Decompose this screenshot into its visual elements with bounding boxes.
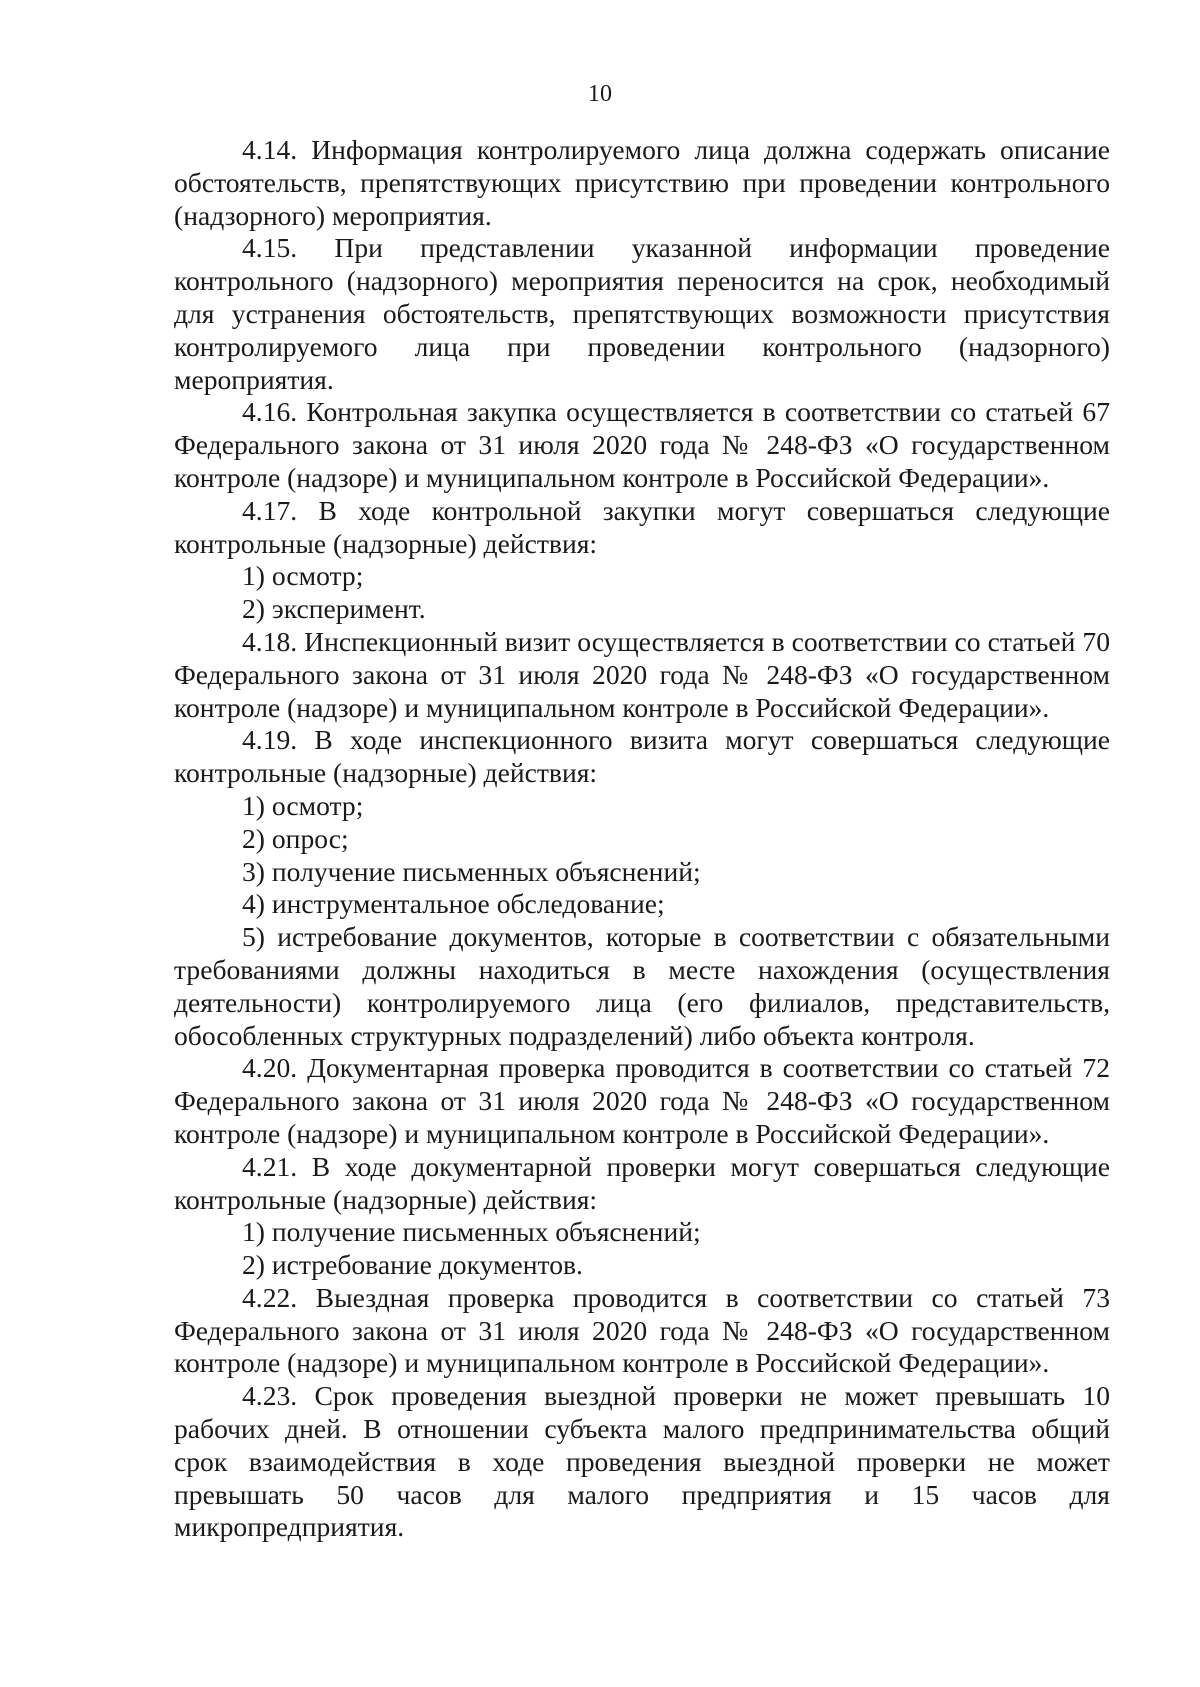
paragraph-4-23: 4.23. Срок проведения выездной проверки не может превышать 10 рабочих дней. В отношении субъекта малого предпринимательства общий срок взаимодействия в ходе проведения выездной проверки не может превышать 50 часов для малого предприятия и 15 часов для микропредприятия. bbox=[174, 1380, 1110, 1543]
paragraph-4-16: 4.16. Контрольная закупка осуществляется в соответствии со статьей 67 Федерального закона от 31 июля 2020 года № 248-ФЗ «О государственном контроле (надзоре) и муниципальном контроле в Российской Федерации». bbox=[174, 396, 1110, 493]
paragraph-4-22: 4.22. Выездная проверка проводится в соответствии со статьей 73 Федерального закона от 31 июля 2020 года № 248-ФЗ «О государственном контроле (надзоре) и муниципальном контроле в Российской Федерации». bbox=[174, 1281, 1110, 1379]
list-item: 1) осмотр; bbox=[242, 560, 364, 592]
paragraph-4-18: 4.18. Инспекционный визит осуществляется в соответствии со статьей 70 Федерального закона от 31 июля 2020 года № 248-ФЗ «О государственном контроле (надзоре) и муниципальном контроле в Российской Федерации». bbox=[174, 625, 1110, 723]
list-item: 2) опрос; bbox=[242, 822, 349, 854]
list-item: 3) получение письменных объяснений; bbox=[242, 855, 701, 887]
paragraph-4-14: 4.14. Информация контролируемого лица должна содержать описание обстоятельств, препятствующих присутствию при проведении контрольного (надзорного) мероприятия. bbox=[174, 134, 1110, 231]
paragraph-4-15: 4.15. При представлении указанной информации проведение контрольного (надзорного) мероприятия переносится на срок, необходимый для устранения обстоятельств, препятствующих возможности присутствия контролируемого лица при проведении контрольного (надзорного) мероприятия. bbox=[174, 232, 1110, 395]
paragraph-4-20: 4.20. Документарная проверка проводится в соответствии со статьей 72 Федерального закона от 31 июля 2020 года № 248-ФЗ «О государственном контроле (надзоре) и муниципальном контроле в Российской Федерации». bbox=[174, 1052, 1110, 1149]
document-body bbox=[174, 134, 1110, 1544]
paragraph-4-17: 4.17. В ходе контрольной закупки могут совершаться следующие контрольные (надзорные) действия: bbox=[174, 494, 1110, 559]
paragraph-4-19: 4.19. В ходе инспекционного визита могут совершаться следующие контрольные (надзорные) действия: bbox=[174, 724, 1110, 789]
list-item: 2) эксперимент. bbox=[242, 593, 426, 625]
list-item: 4) инструментальное обследование; bbox=[242, 888, 665, 920]
list-item: 1) осмотр; bbox=[242, 789, 364, 821]
list-item: 2) истребование документов. bbox=[242, 1249, 583, 1281]
page-number: 10 bbox=[588, 81, 612, 107]
list-item: 5) истребование документов, которые в соответствии с обязательными требованиями должны находиться в месте нахождения (осуществления деятельности) контролируемого лица (его филиалов, представительств, обособленных структурных подразделений) либо объекта контроля. bbox=[174, 921, 1110, 1051]
paragraph-4-21: 4.21. В ходе документарной проверки могут совершаться следующие контрольные (надзорные) действия: bbox=[174, 1150, 1110, 1215]
list-item: 1) получение письменных объяснений; bbox=[242, 1216, 701, 1248]
